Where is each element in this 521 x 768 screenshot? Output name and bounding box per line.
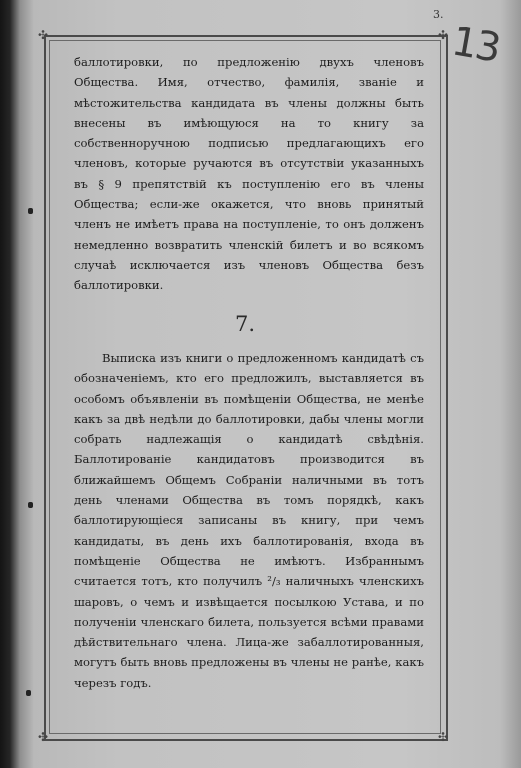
corner-ornament-icon: ✣ bbox=[438, 730, 449, 744]
paragraph-2: Выписка изъ книги о предложенномъ кандидатѣ съ обозначеніемъ, кто его предложилъ, выставляется въ особомъ объявленіи въ помѣщеніи Общества, не менѣе какъ за двѣ недѣли до баллотировки, дабы члены могли собрать надлежащія о кандидатѣ свѣдѣнія. Баллотированіе кандидатовъ производится въ ближайшемъ Общемъ Собраніи наличными въ тотъ день членами Общества въ томъ порядкѣ, какъ баллотирующіеся записаны въ книгу, при чемъ кандидаты, въ день ихъ баллотированія, входа въ помѣщеніе Общества не имѣютъ. Избраннымъ считается тотъ, кто получилъ ²/₃ наличныхъ членскихъ шаровъ, о чемъ и извѣщается посылкою Устава, и по полученіи членскаго билета, пользуется всѣми правами дѣйствительнаго члена. Лица-же забаллотированныя, могутъ быть вновь предложены въ члены не ранѣе, какъ черезъ годъ. bbox=[74, 351, 424, 690]
binding-hole-mark bbox=[28, 208, 33, 214]
handwritten-archive-number: 13 bbox=[448, 18, 503, 72]
section-number: 7. bbox=[234, 312, 256, 336]
corner-ornament-icon: ✣ bbox=[38, 28, 49, 42]
paragraph-1: баллотировки, по предложенію двухъ членовъ Общества. Имя, отчество, фамилія, званіе и мѣстожительства кандидата въ члены должны быть внесены въ имѣющуюся на то книгу за собственноручною подписью предлагающихъ его членовъ, которые ручаются въ отсутствіи указанныхъ въ § 9 препятствій къ поступленію его въ члены Общества; если-же окажется, что вновь принятый членъ не имѣетъ права на поступленіе, то онъ долженъ немедленно возвратить членскій билетъ и во всякомъ случаѣ исключается изъ членовъ Общества безъ баллотировки. bbox=[74, 55, 424, 293]
corner-ornament-icon: ✣ bbox=[438, 28, 449, 42]
binding-hole-mark bbox=[26, 690, 31, 696]
corner-ornament-icon: ✣ bbox=[38, 730, 49, 744]
page-number: 3. bbox=[433, 8, 444, 21]
binding-hole-mark bbox=[28, 502, 33, 508]
